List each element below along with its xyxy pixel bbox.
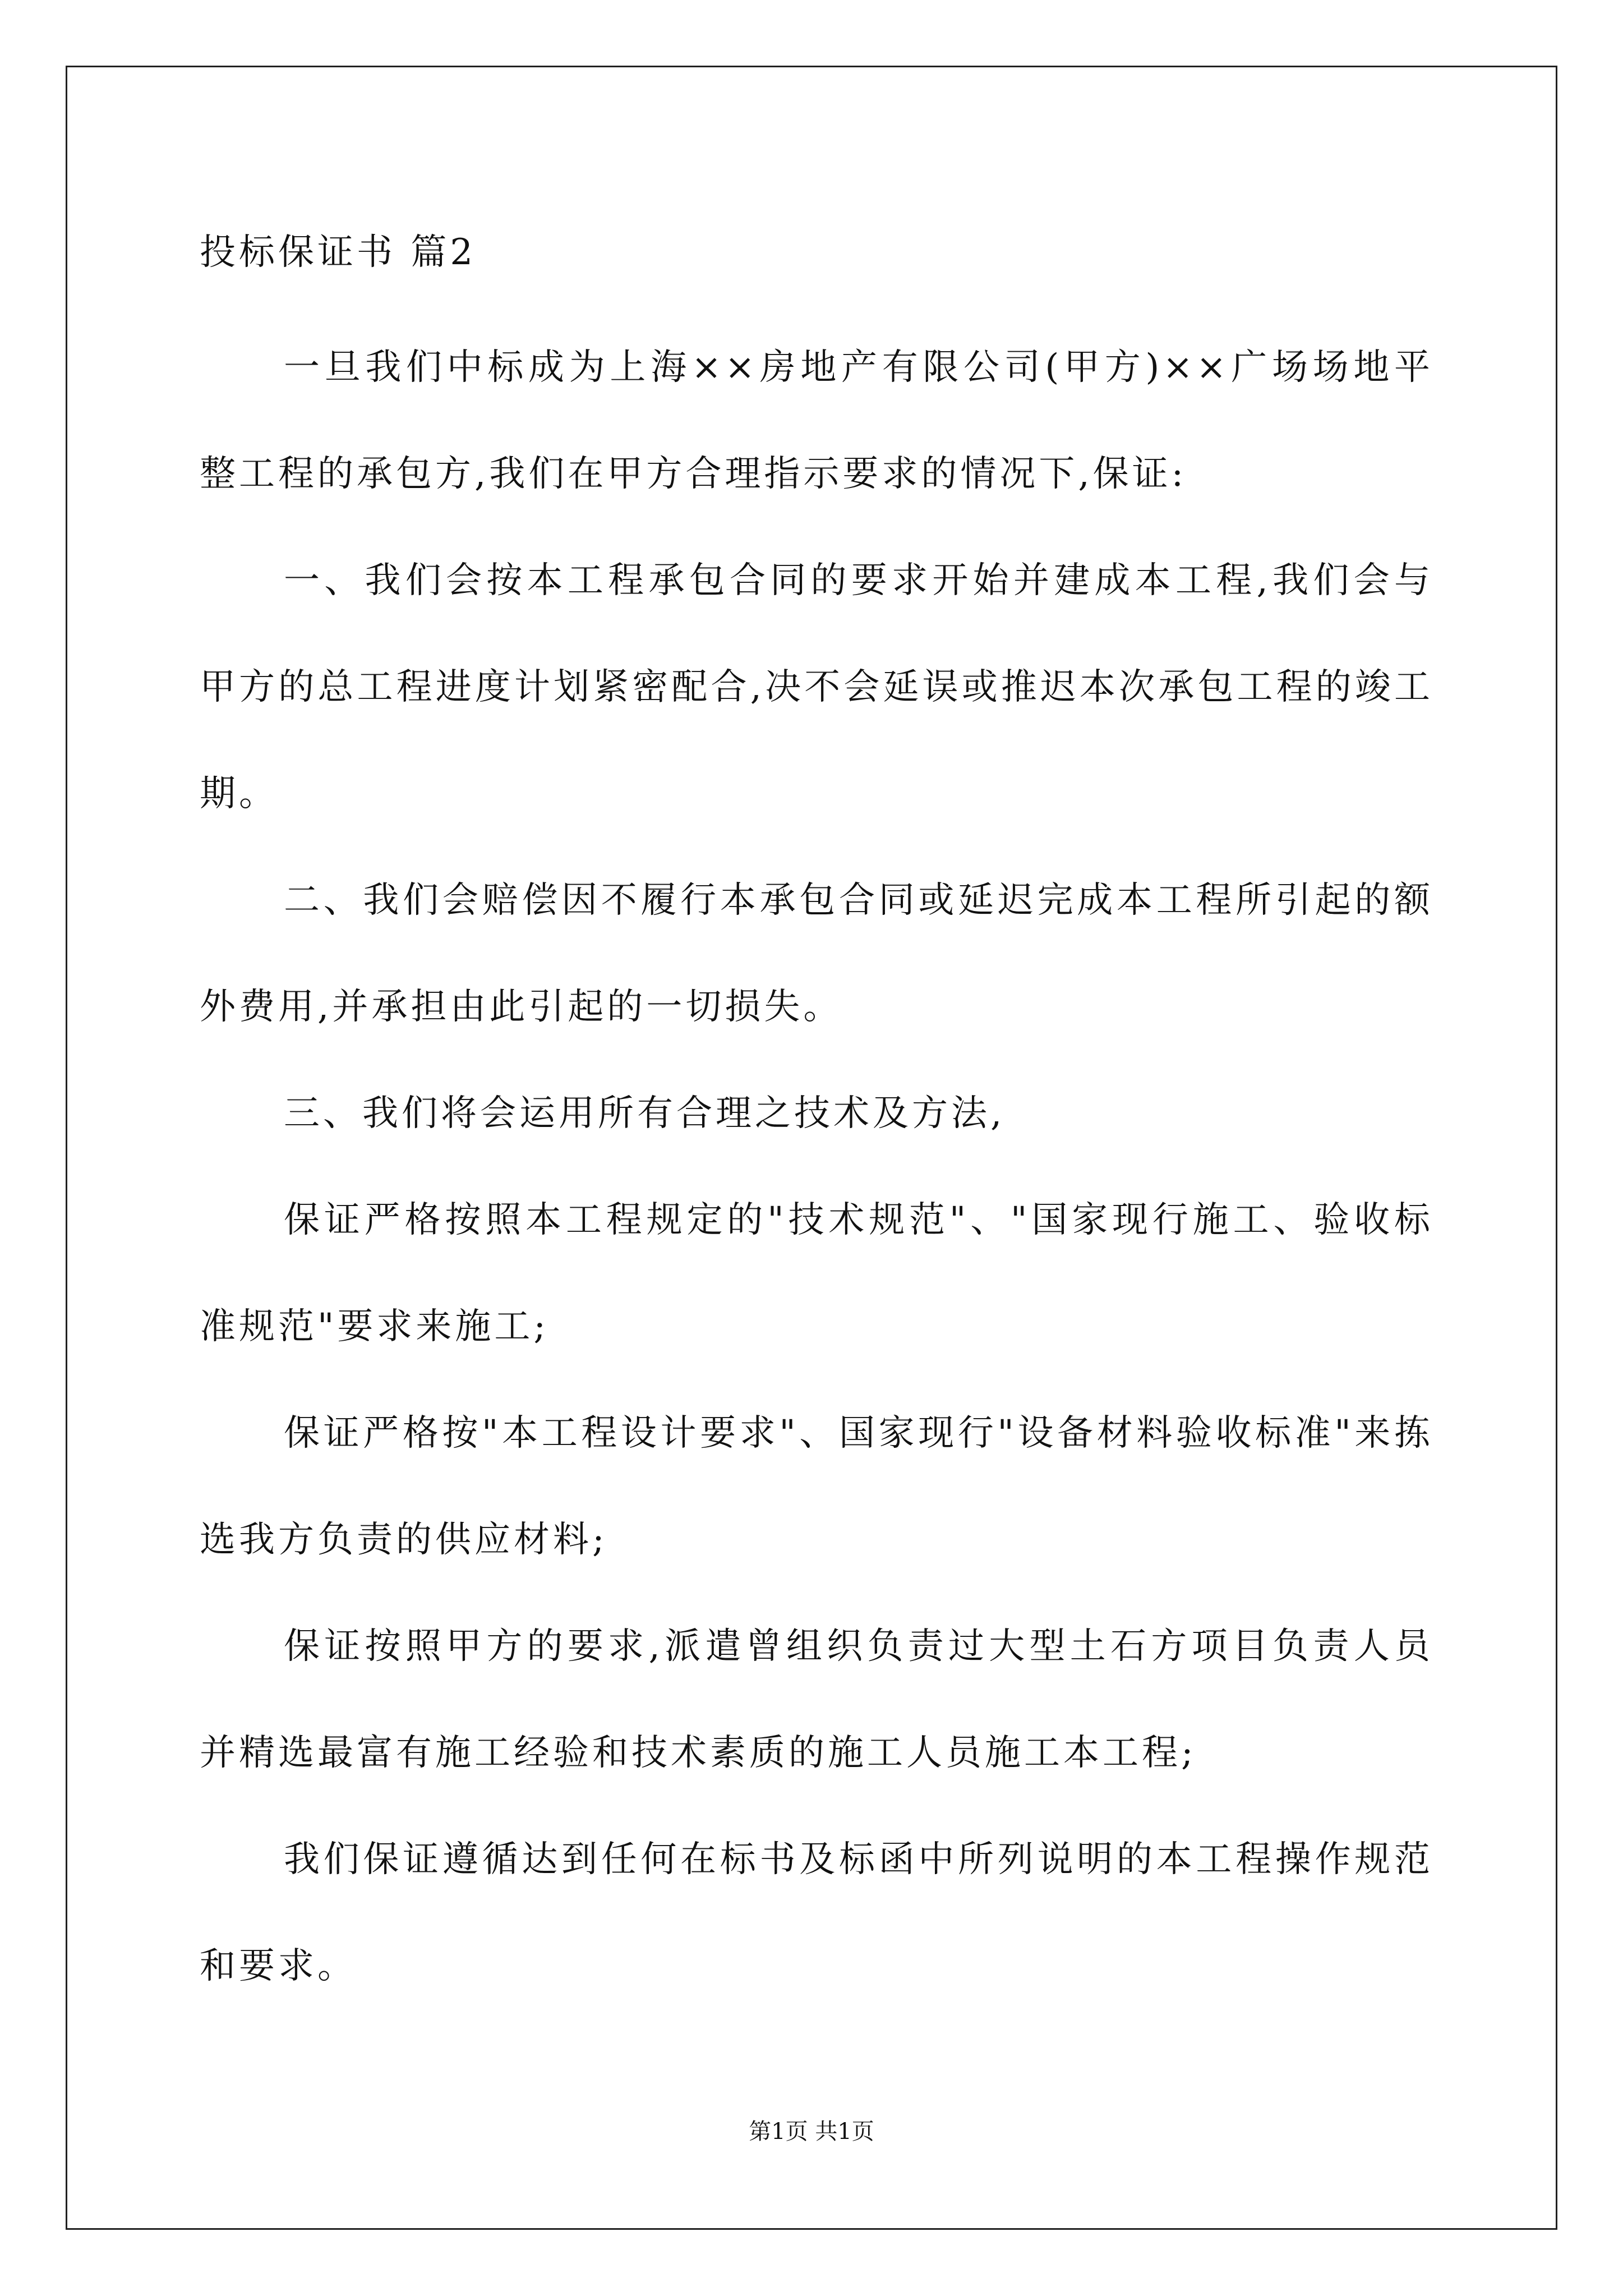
paragraph-intro: 一旦我们中标成为上海××房地产有限公司(甲方)××广场场地平整工程的承包方,我们在甲方合理指示要求的情况下,保证: — [200, 347, 1433, 495]
paragraph-guarantee-materials: 保证严格按"本工程设计要求"、国家现行"设备材料验收标准"来拣选我方负责的供应材料; — [200, 1412, 1433, 1561]
document-title: 投标保证书 篇2 — [200, 232, 477, 273]
paragraph-clause-1: 一、我们会按本工程承包合同的要求开始并建成本工程,我们会与甲方的总工程进度计划紧密配合,决不会延误或推迟本次承包工程的竣工期。 — [200, 560, 1433, 815]
document-body — [200, 208, 1433, 2019]
paragraph-clause-3: 三、我们将会运用所有合理之技术及方法, — [284, 1093, 1006, 1134]
paragraph-guarantee-personnel: 保证按照甲方的要求,派遣曾组织负责过大型土石方项目负责人员并精选最富有施工经验和技术素质的施工人员施工本工程; — [200, 1626, 1433, 1774]
page-footer: 第1页 共1页 — [749, 2119, 874, 2145]
paragraph-clause-2: 二、我们会赔偿因不履行本承包合同或延迟完成本工程所引起的额外费用,并承担由此引起的一切损失。 — [200, 880, 1433, 1028]
paragraph-guarantee-standards: 保证严格按照本工程规定的"技术规范"、"国家现行施工、验收标准规范"要求来施工; — [200, 1199, 1433, 1347]
paragraph-guarantee-compliance: 我们保证遵循达到任何在标书及标函中所列说明的本工程操作规范和要求。 — [200, 1839, 1433, 1987]
